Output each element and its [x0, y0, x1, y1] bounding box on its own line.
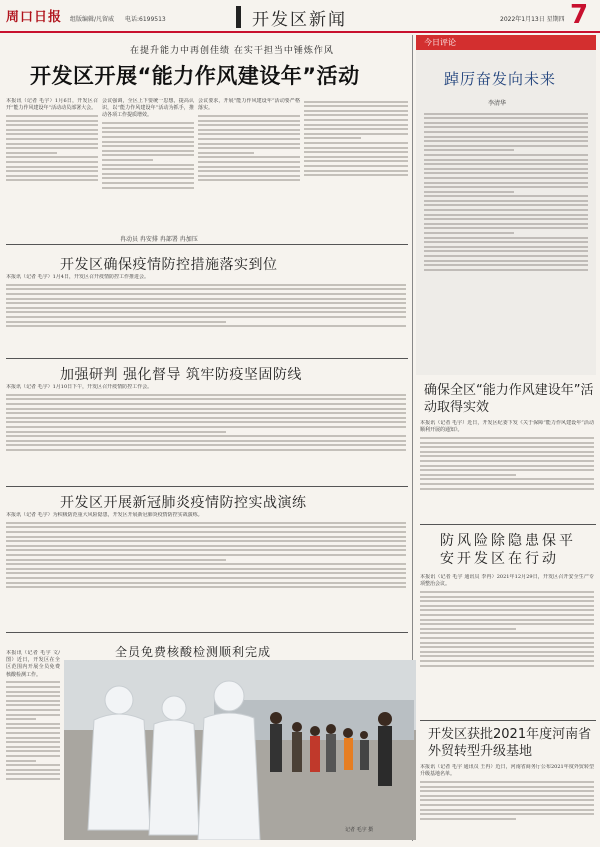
text-texture-line	[420, 795, 594, 797]
section-title: 开发区新闻	[252, 10, 347, 30]
article-2-title: 加强研判 强化督导 筑牢防疫坚固防线	[60, 367, 302, 383]
side-article-3-lead: 本报讯（记者 毛宇 通讯员 王冉）近日，河南省商务厅公布2021年度外贸转型升级基地名单。	[420, 764, 594, 778]
article-3-body	[6, 512, 406, 628]
text-texture-line	[6, 293, 406, 295]
text-texture-line	[6, 398, 406, 400]
text-texture-line	[420, 665, 594, 667]
photo-story-body	[6, 650, 60, 840]
text-texture-line	[102, 141, 194, 143]
text-texture-line	[198, 147, 300, 149]
text-texture-line	[198, 175, 300, 177]
text-texture-line	[424, 200, 588, 202]
photo-story-title: 全员免费核酸检测顺利完成	[115, 645, 272, 659]
text-texture-line	[102, 182, 194, 184]
text-texture-line	[420, 442, 594, 444]
text-texture-line	[420, 804, 594, 806]
text-texture-line	[424, 218, 588, 220]
lead-body-col-2	[102, 98, 194, 226]
header-rule	[0, 31, 600, 33]
text-texture-line	[198, 129, 300, 131]
text-texture-line	[6, 421, 406, 423]
text-texture-line	[198, 115, 300, 117]
text-texture-line	[198, 133, 300, 135]
text-texture-line	[198, 156, 300, 158]
text-texture-line	[6, 572, 406, 574]
text-texture-line	[6, 760, 36, 762]
photo-credit: 记者 毛宇 摄	[345, 827, 374, 833]
text-texture-line	[424, 260, 588, 262]
text-texture-line	[420, 451, 594, 453]
text-texture-line	[102, 159, 153, 161]
text-texture-line	[6, 288, 406, 290]
divider	[6, 244, 408, 245]
text-texture-line	[420, 623, 594, 625]
text-texture-line	[6, 554, 406, 556]
section-marker	[236, 6, 241, 28]
text-texture-line	[102, 127, 194, 129]
side-article-1-body	[420, 420, 594, 520]
text-texture-line	[6, 764, 60, 766]
text-texture-line	[6, 723, 60, 725]
side-article-2-body	[420, 574, 594, 716]
text-texture-line	[6, 161, 98, 163]
text-texture-line	[304, 101, 408, 103]
text-texture-line	[420, 660, 594, 662]
text-texture-line	[6, 686, 60, 688]
text-texture-line	[6, 325, 406, 327]
text-texture-line	[424, 209, 588, 211]
divider	[6, 632, 408, 633]
text-texture-line	[424, 140, 588, 142]
text-texture-line	[420, 642, 594, 644]
text-texture-line	[6, 540, 406, 542]
text-texture-line	[420, 469, 594, 471]
text-texture-line	[304, 156, 408, 158]
text-texture-line	[420, 591, 594, 593]
text-texture-line	[6, 311, 406, 313]
text-texture-line	[6, 700, 60, 702]
commentary-tag: 今日评论	[416, 35, 596, 50]
text-texture-line	[424, 264, 588, 266]
text-texture-line	[424, 163, 588, 165]
text-texture-line	[6, 431, 226, 433]
text-texture-line	[420, 609, 594, 611]
text-texture-line	[6, 298, 406, 300]
text-texture-line	[304, 128, 408, 130]
text-texture-line	[420, 790, 594, 792]
text-texture-line	[6, 175, 98, 177]
divider	[6, 486, 408, 487]
text-texture-line	[420, 614, 594, 616]
text-texture-line	[6, 563, 406, 565]
text-texture-line	[198, 166, 300, 168]
lead-para-2: 会议强调，全区上下要统一思想，提高认识，以“能力作风建设年”活动为抓手，推动各项工作提质增效。	[102, 98, 194, 119]
text-texture-line	[424, 131, 588, 133]
text-texture-line	[6, 545, 406, 547]
text-texture-line	[198, 152, 254, 154]
issue-date: 2022年1月13日 星期四	[500, 16, 565, 23]
text-texture-line	[6, 156, 98, 158]
text-texture-line	[420, 465, 594, 467]
divider	[420, 720, 596, 721]
text-texture-line	[424, 246, 588, 248]
text-texture-line	[6, 302, 406, 304]
text-texture-line	[424, 154, 588, 156]
text-texture-line	[6, 559, 226, 561]
text-texture-line	[6, 316, 406, 318]
side-article-1-title: 确保全区“能力作风建设年”活动取得实效	[424, 383, 594, 415]
text-texture-line	[424, 149, 514, 151]
text-texture-line	[6, 714, 60, 716]
text-texture-line	[304, 142, 408, 144]
text-texture-line	[420, 786, 594, 788]
text-texture-line	[6, 284, 406, 286]
text-texture-line	[304, 165, 408, 167]
text-texture-line	[6, 147, 98, 149]
text-texture-line	[198, 170, 300, 172]
text-texture-line	[424, 117, 588, 119]
text-texture-line	[420, 446, 594, 448]
text-texture-line	[304, 105, 408, 107]
text-texture-line	[102, 145, 194, 147]
text-texture-line	[420, 818, 516, 820]
text-texture-line	[424, 241, 588, 243]
text-texture-line	[424, 172, 588, 174]
text-texture-line	[304, 160, 408, 162]
text-texture-line	[304, 137, 361, 139]
text-texture-line	[304, 170, 408, 172]
text-texture-line	[6, 704, 60, 706]
text-texture-line	[420, 619, 594, 621]
editor-info: 组版编辑/凡留威	[70, 16, 115, 23]
text-texture-line	[304, 174, 408, 176]
text-texture-line	[6, 737, 60, 739]
text-texture-line	[102, 187, 194, 189]
text-texture-line	[198, 179, 300, 181]
text-texture-line	[6, 124, 98, 126]
lead-headline: 开发区开展“能力作风建设年”活动	[30, 64, 360, 88]
text-texture-line	[6, 709, 60, 711]
text-texture-line	[420, 437, 594, 439]
text-texture-line	[102, 164, 194, 166]
text-texture-line	[6, 746, 60, 748]
text-texture-line	[420, 799, 594, 801]
text-texture-line	[6, 750, 60, 752]
text-texture-line	[6, 582, 406, 584]
lead-body-col-3	[198, 98, 300, 226]
text-texture-line	[424, 223, 588, 225]
lead-kicker: 在提升能力中再创佳绩 在实干担当中锤炼作风	[130, 46, 334, 56]
text-texture-line	[6, 732, 60, 734]
text-texture-line	[420, 460, 594, 462]
text-texture-line	[304, 114, 408, 116]
text-texture-line	[424, 232, 514, 234]
text-texture-line	[6, 143, 98, 145]
text-texture-line	[102, 131, 194, 133]
text-texture-line	[424, 177, 588, 179]
text-texture-line	[424, 145, 588, 147]
text-texture-line	[6, 426, 406, 428]
text-texture-line	[304, 151, 408, 153]
text-texture-line	[102, 173, 194, 175]
text-texture-line	[420, 637, 594, 639]
text-texture-line	[424, 250, 588, 252]
text-texture-line	[102, 122, 194, 124]
text-texture-line	[6, 691, 60, 693]
article-3-title: 开发区开展新冠肺炎疫情防控实战演练	[60, 495, 307, 511]
text-texture-line	[420, 488, 594, 490]
text-texture-line	[198, 143, 300, 145]
text-texture-line	[420, 478, 594, 480]
side-article-2-title: 防风险除隐患保平安开发区在行动	[440, 533, 576, 567]
lead-body-col-1	[6, 98, 98, 226]
text-texture-line	[6, 778, 60, 780]
article-2-body	[6, 384, 406, 484]
text-texture-line	[420, 651, 594, 653]
text-texture-line	[102, 150, 194, 152]
side-article-3-body	[420, 764, 594, 842]
text-texture-line	[420, 813, 594, 815]
text-texture-line	[6, 526, 406, 528]
text-texture-line	[6, 321, 226, 323]
text-texture-line	[304, 124, 408, 126]
lead-body-col-4	[304, 98, 408, 226]
text-texture-line	[420, 655, 594, 657]
text-texture-line	[424, 159, 588, 161]
text-texture-line	[198, 120, 300, 122]
text-texture-line	[420, 605, 594, 607]
text-texture-line	[6, 166, 98, 168]
text-texture-line	[198, 161, 300, 163]
text-texture-line	[6, 727, 60, 729]
text-texture-line	[6, 307, 406, 309]
news-photo	[64, 660, 416, 840]
text-texture-line	[424, 168, 588, 170]
text-texture-line	[6, 115, 98, 117]
text-texture-line	[198, 138, 300, 140]
text-texture-line	[102, 168, 194, 170]
text-texture-line	[424, 227, 588, 229]
article-1-body	[6, 274, 406, 354]
text-texture-line	[6, 133, 98, 135]
text-texture-line	[424, 191, 514, 193]
text-texture-line	[6, 444, 406, 446]
text-texture-line	[304, 133, 408, 135]
text-texture-line	[6, 681, 60, 683]
text-texture-line	[6, 394, 406, 396]
text-texture-line	[420, 781, 594, 783]
article-3-lead: 本报讯（记者 毛宇）为积极防范重大风险隐患，开发区开展新冠肺炎疫情防控实战演练。	[6, 512, 203, 518]
text-texture-line	[102, 136, 194, 138]
text-texture-line	[304, 147, 408, 149]
text-texture-line	[424, 126, 588, 128]
text-texture-line	[6, 403, 406, 405]
article-1-lead: 本报讯（记者 毛宇）1月4日，开发区召开疫情防控工作推进会。	[6, 274, 149, 280]
text-texture-line	[6, 412, 406, 414]
text-texture-line	[424, 204, 588, 206]
text-texture-line	[6, 531, 406, 533]
text-texture-line	[424, 182, 588, 184]
text-texture-line	[424, 122, 588, 124]
text-texture-line	[6, 741, 60, 743]
text-texture-line	[6, 417, 406, 419]
text-texture-line	[420, 600, 594, 602]
text-texture-line	[6, 435, 406, 437]
article-1-title: 开发区确保疫情防控措施落实到位	[60, 257, 278, 273]
text-texture-line	[6, 536, 406, 538]
text-texture-line	[6, 152, 57, 154]
text-texture-line	[424, 269, 588, 271]
text-texture-line	[420, 455, 594, 457]
masthead-logo: 周口日报	[6, 10, 63, 25]
commentary-title: 踔厉奋发向未来	[444, 70, 557, 88]
text-texture-line	[6, 568, 406, 570]
side-article-2-lead: 本报讯（记者 毛宇 通讯员 李冉）2021年12月29日，开发区召开安全生产专项整治会议。	[420, 574, 594, 588]
text-texture-line	[6, 522, 406, 524]
text-texture-line	[6, 408, 406, 410]
commentary-body	[424, 110, 588, 368]
lead-para-1: 本报讯（记者 毛宇）1月6日，开发区召开“能力作风建设年”活动动员部署大会。	[6, 98, 98, 112]
side-article-3-title: 开发区获批2021年度河南省外贸转型升级基地	[428, 727, 592, 759]
text-texture-line	[6, 773, 60, 775]
text-texture-line	[420, 474, 516, 476]
photo-illustration	[64, 660, 416, 840]
divider	[420, 524, 596, 525]
text-texture-line	[420, 632, 594, 634]
text-texture-line	[6, 718, 36, 720]
text-texture-line	[304, 110, 408, 112]
text-texture-line	[6, 586, 406, 588]
text-texture-line	[6, 138, 98, 140]
text-texture-line	[420, 483, 594, 485]
photo-story-lead: 本报讯（记者 毛宇 文/图）近日，开发区在全区范围内开展全员免费核酸检测工作。	[6, 650, 60, 678]
text-texture-line	[424, 214, 588, 216]
text-texture-line	[420, 809, 594, 811]
text-texture-line	[424, 136, 588, 138]
text-texture-line	[304, 119, 408, 121]
text-texture-line	[6, 695, 60, 697]
phone-info: 电话:6199513	[125, 16, 166, 23]
text-texture-line	[6, 179, 98, 181]
lead-reporters: 冉动员 冉安排 冉部署 冉加压	[120, 236, 198, 243]
text-texture-line	[424, 237, 588, 239]
text-texture-line	[198, 124, 300, 126]
text-texture-line	[424, 186, 588, 188]
text-texture-line	[6, 170, 98, 172]
text-texture-line	[424, 195, 588, 197]
text-texture-line	[420, 646, 594, 648]
text-texture-line	[6, 129, 98, 131]
text-texture-line	[6, 120, 98, 122]
text-texture-line	[102, 154, 194, 156]
text-texture-line	[6, 577, 406, 579]
text-texture-line	[102, 177, 194, 179]
article-2-lead: 本报讯（记者 毛宇）1月10日下午，开发区召开疫情防控工作会。	[6, 384, 153, 390]
text-texture-line	[6, 769, 60, 771]
text-texture-line	[6, 449, 406, 451]
text-texture-line	[424, 255, 588, 257]
text-texture-line	[6, 549, 406, 551]
lead-para-3: 会议要求，开展“能力作风建设年”活动要严格落实。	[198, 98, 300, 112]
text-texture-line	[420, 596, 594, 598]
text-texture-line	[424, 113, 588, 115]
text-texture-line	[6, 755, 60, 757]
page-number: 7	[570, 0, 589, 30]
divider	[6, 358, 408, 359]
text-texture-line	[420, 628, 516, 630]
side-article-1-lead: 本报讯（记者 毛宇）近日，开发区纪委下发《关于保障“能力作风建设年”活动顺利开展的通知》。	[420, 420, 594, 434]
text-texture-line	[6, 440, 406, 442]
commentary-author: 李清华	[488, 100, 507, 107]
